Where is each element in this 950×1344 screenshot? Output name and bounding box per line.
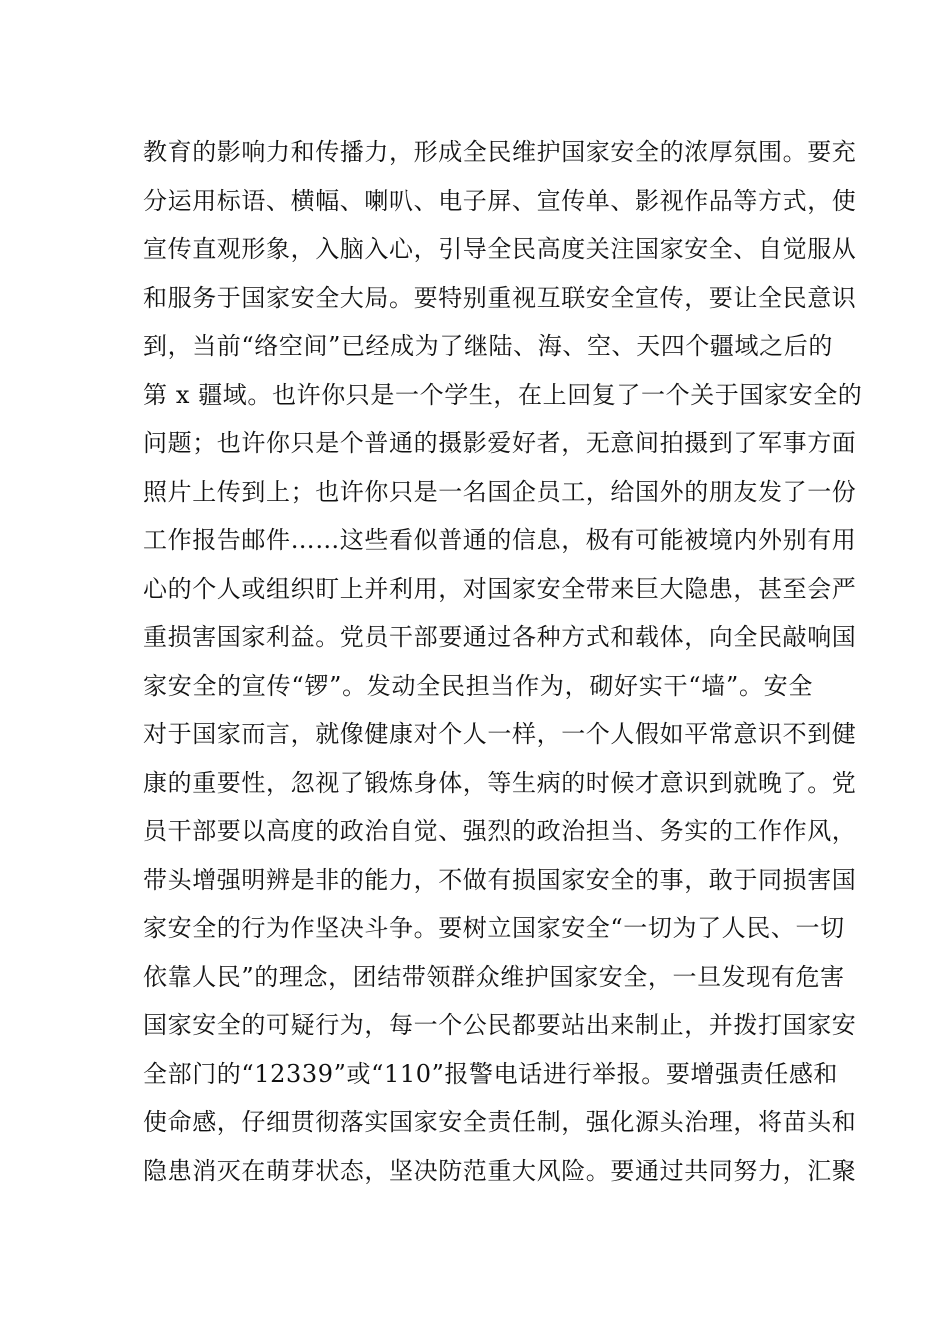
text-line-12: 家安全的宣传“锣”。发动全民担当作为，砌好实干“墙”。安全: [143, 671, 813, 700]
text-line-18: 依靠人民”的理念，团结带领群众维护国家安全，一旦发现有危害: [143, 962, 845, 991]
text-line-6: 第 x 疆域。也许你只是一个学生，在上回复了一个关于国家安全的: [143, 380, 863, 409]
text-line-20: 全部门的“12339”或“110”报警电话进行举报。要增强责任感和: [143, 1059, 839, 1088]
text-line-11: 重损害国家利益。党员干部要通过各种方式和载体，向全民敲响国: [143, 623, 857, 651]
text-line-4: 和服务于国家安全大局。要特别重视互联安全宣传，要让全民意识: [143, 283, 857, 312]
text-line-3: 宣传直观形象，入脑入心，引导全民高度关注国家安全、自觉服从: [143, 235, 857, 263]
text-line-15: 员干部要以高度的政治自觉、强烈的政治担当、务实的工作作风，: [143, 817, 857, 845]
text-line-22: 隐患消灭在萌芽状态，坚决防范重大风险。要通过共同努力，汇聚: [143, 1156, 857, 1185]
text-line-2: 分运用标语、横幅、喇叭、电子屏、宣传单、影视作品等方式，使: [143, 186, 857, 215]
text-line-19: 国家安全的可疑行为，每一个公民都要站出来制止，并拨打国家安: [143, 1011, 857, 1039]
text-line-1: 教育的影响力和传播力，形成全民维护国家安全的浓厚氛围。要充: [143, 138, 857, 166]
text-line-9: 工作报告邮件……这些看似普通的信息，极有可能被境内外别有用: [143, 526, 857, 554]
text-line-7: 问题；也许你只是个普通的摄影爱好者，无意间拍摄到了军事方面: [143, 429, 857, 457]
text-line-5: 到，当前“络空间”已经成为了继陆、海、空、天四个疆域之后的: [143, 332, 833, 360]
text-line-14: 康的重要性，忽视了锻炼身体，等生病的时候才意识到就晚了。党: [143, 768, 857, 797]
text-line-21: 使命感，仔细贯彻落实国家安全责任制，强化源头治理，将苗头和: [143, 1108, 857, 1136]
text-line-17: 家安全的行为作坚决斗争。要树立国家安全“一切为了人民、一切: [143, 914, 845, 942]
body-text: [143, 128, 863, 1195]
text-line-16: 带头增强明辨是非的能力，不做有损国家安全的事，敢于同损害国: [143, 865, 857, 894]
text-line-13: 对于国家而言，就像健康对个人一样，一个人假如平常意识不到健: [143, 720, 857, 748]
text-line-10: 心的个人或组织盯上并利用，对国家安全带来巨大隐患，甚至会严: [143, 574, 857, 603]
text-line-8: 照片上传到上；也许你只是一名国企员工，给国外的朋友发了一份: [143, 477, 857, 506]
